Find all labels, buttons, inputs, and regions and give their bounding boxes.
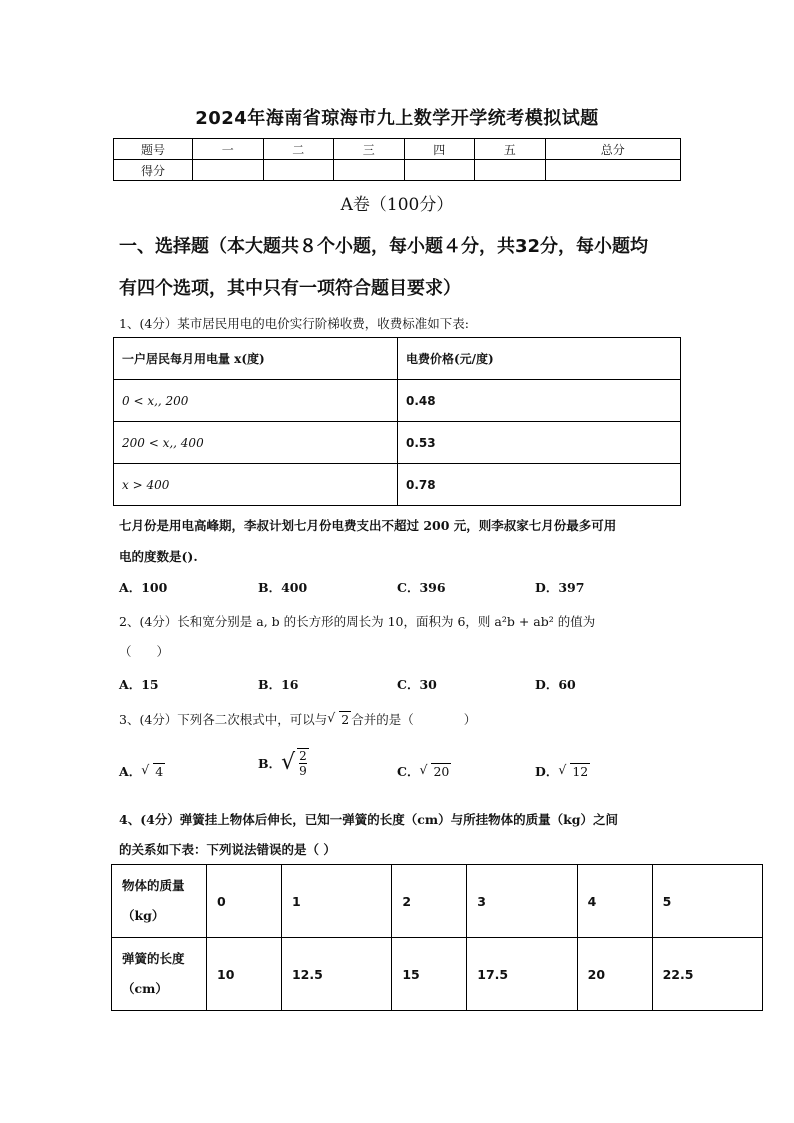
q1-price-cell: 0.48	[398, 380, 681, 422]
q1-stem: 1、(4分）某市居民用电的电价实行阶梯收费，收费标准如下表:	[119, 316, 469, 331]
q4-spring-table	[111, 864, 763, 1011]
q2-option-a[interactable]: A．15	[119, 677, 159, 692]
sqrt-symbol: √ $\frac{2}{9}$	[281, 749, 307, 778]
q1-range-cell: 0 < x,, 200	[114, 380, 398, 422]
q4-length-label-a: 弹簧的长度	[122, 951, 185, 966]
table-row	[114, 422, 681, 464]
score-header-cell: 题号	[114, 139, 193, 160]
q4-mass-label-b: （kg）	[122, 908, 165, 923]
q4-length-label-b: （cm）	[122, 981, 168, 996]
q4-mass-cell: 5	[652, 865, 762, 938]
score-table-header-row	[114, 139, 681, 160]
score-cell[interactable]	[193, 160, 264, 181]
q3-option-c[interactable]	[397, 762, 451, 780]
q3-stem-radicand: 2	[341, 712, 350, 727]
sqrt-symbol: √ 2	[327, 710, 350, 727]
page-title: 2024年海南省琼海市九上数学开学统考模拟试题	[195, 108, 599, 129]
q1-price-table	[113, 337, 681, 506]
q1-price-cell: 0.53	[398, 422, 681, 464]
score-table-score-row	[114, 160, 681, 181]
q4-length-cell: 20	[577, 938, 652, 1011]
score-cell[interactable]	[404, 160, 475, 181]
q1-header-price: 电费价格(元/度)	[398, 338, 681, 380]
score-cell[interactable]	[475, 160, 546, 181]
score-header-cell: 一	[193, 139, 264, 160]
score-header-cell: 三	[334, 139, 405, 160]
q1-range-cell: x > 400	[114, 464, 398, 506]
q4-mass-cell: 1	[281, 865, 391, 938]
q4-mass-cell: 3	[467, 865, 577, 938]
q3-stem	[119, 710, 685, 728]
score-cell[interactable]	[334, 160, 405, 181]
score-header-cell: 四	[404, 139, 475, 160]
q4-line1: 4、(4分）弹簧挂上物体后伸长，已知一弹簧的长度（cm）与所挂物体的质量（kg）之间	[119, 812, 619, 827]
q3-option-b-label: B．	[258, 756, 282, 771]
q1-table-header-row	[114, 338, 681, 380]
sqrt-symbol: √ 4	[141, 762, 164, 779]
score-cell[interactable]	[263, 160, 334, 181]
table-row	[112, 865, 763, 938]
q1-option-c[interactable]: C．396	[397, 580, 446, 595]
section1-line1: 一、选择题（本大题共８个小题，每小题４分，共32分，每小题均	[119, 236, 649, 257]
score-header-cell: 二	[263, 139, 334, 160]
q3-option-b[interactable]	[258, 748, 309, 778]
q1-header-usage: 一户居民每月用电量 x(度)	[114, 338, 398, 380]
score-cell[interactable]	[545, 160, 681, 181]
q1-option-a[interactable]: A．100	[119, 580, 168, 595]
section-juan-heading: A卷（100分）	[340, 195, 454, 215]
q3-stem-post: 合并的是（ ）	[351, 712, 477, 727]
q3-fraction-numerator: 2	[299, 749, 307, 763]
q4-length-cell: 17.5	[467, 938, 577, 1011]
q2-option-b[interactable]: B．16	[258, 677, 299, 692]
q4-mass-label-a: 物体的质量	[122, 878, 185, 893]
q3-option-a[interactable]	[119, 762, 165, 780]
q3-option-d-label: D．	[535, 764, 559, 779]
score-header-cell: 五	[475, 139, 546, 160]
q2-stem: 2、(4分）长和宽分别是 a, b 的长方形的周长为 10，面积为 6，则 a²b + ab² 的值为	[119, 614, 596, 629]
q4-mass-cell: 0	[207, 865, 282, 938]
q3-option-d[interactable]	[535, 762, 590, 780]
table-row	[112, 938, 763, 1011]
q1-option-b[interactable]: B．400	[258, 580, 308, 595]
table-row	[114, 464, 681, 506]
section1-line2: 有四个选项，其中只有一项符合题目要求）	[119, 278, 461, 299]
q4-mass-cell: 2	[392, 865, 467, 938]
score-header-cell: 总分	[545, 139, 681, 160]
q1-option-d[interactable]: D．397	[535, 580, 585, 595]
q4-mass-label	[112, 865, 207, 938]
q4-mass-cell: 4	[577, 865, 652, 938]
sqrt-symbol: √ 12	[558, 762, 589, 779]
q4-line2: 的关系如下表：下列说法错误的是（ ）	[119, 842, 336, 857]
table-row	[114, 380, 681, 422]
q3-fraction	[299, 749, 307, 778]
q1-text-line1: 七月份是用电高峰期，李叔计划七月份电费支出不超过 200 元，则李叔家七月份最多可用	[119, 518, 617, 533]
q3-option-c-label: C．	[397, 764, 420, 779]
q3-stem-pre: 3、(4分）下列各二次根式中，可以与	[119, 712, 328, 727]
q4-length-cell: 22.5	[652, 938, 762, 1011]
sqrt-symbol: √ 20	[419, 762, 450, 779]
q4-length-cell: 15	[392, 938, 467, 1011]
q2-blank: （ ）	[119, 644, 170, 659]
q1-price-cell: 0.78	[398, 464, 681, 506]
q4-length-cell: 10	[207, 938, 282, 1011]
q3-option-a-label: A．	[119, 764, 142, 779]
score-row-label: 得分	[114, 160, 193, 181]
q4-length-cell: 12.5	[281, 938, 391, 1011]
q3-option-c-radicand: 20	[433, 764, 450, 779]
q4-length-label	[112, 938, 207, 1011]
q3-fraction-denominator: 9	[299, 764, 307, 778]
q3-option-d-radicand: 12	[572, 764, 589, 779]
q1-text-line2: 电的度数是().	[119, 549, 198, 564]
score-table	[113, 138, 681, 181]
q2-option-c[interactable]: C．30	[397, 677, 437, 692]
q3-option-a-radicand: 4	[155, 764, 164, 779]
q1-range-cell: 200 < x,, 400	[114, 422, 398, 464]
q2-option-d[interactable]: D．60	[535, 677, 576, 692]
